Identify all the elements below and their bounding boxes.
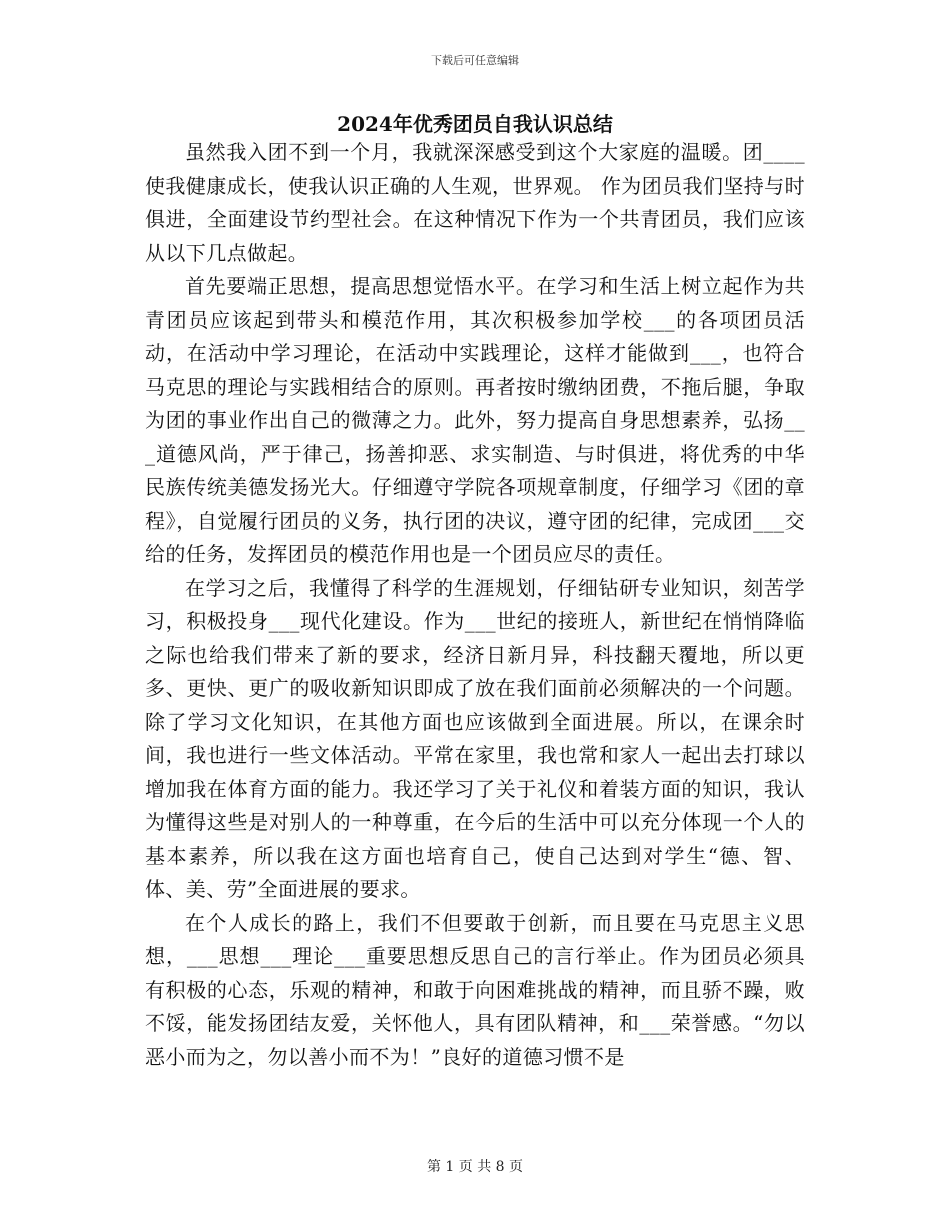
document-body [145,136,805,1074]
paragraph-3: 在学习之后，我懂得了科学的生涯规划，仔细钻研专业知识，刻苦学习，积极投身___现代化建设。作为___世纪的接班人，新世纪在悄悄降临之际也给我们带来了新的要求，经济日新月异，科技翻天覆地，所以更多、更快、更广的吸收新知识即成了放在我们面前必须解决的一个问题。除了学习文化知识，在其他方面也应该做到全面进展。所以，在课余时间，我也进行一些文体活动。平常在家里，我也常和家人一起出去打球以增加我在体育方面的能力。我还学习了关于礼仪和着装方面的知识，我认为懂得这些是对别人的一种尊重，在今后的生活中可以充分体现一个人的基本素养，所以我在这方面也培育自己，使自己达到对学生“德、智、体、美、劳”全面进展的要求。 [145,575,805,901]
document-title: 2024年优秀团员自我认识总结 [337,112,613,136]
paragraph-4: 在个人成长的路上，我们不但要敢于创新，而且要在马克思主义思想，___思想___理论___重要思想反思自己的言行举止。作为团员必须具有积极的心态，乐观的精神，和敢于向困难挑战的精神，而且骄不躁，败不馁，能发扬团结友爱，关怀他人，具有团队精神，和___荣誉感。“勿以恶小而为之，勿以善小而不为！”良好的道德习惯不是 [145,910,805,1069]
paragraph-2: 首先要端正思想，提高思想觉悟水平。在学习和生活上树立起作为共青团员应该起到带头和模范作用，其次积极参加学校___的各项团员活动，在活动中学习理论，在活动中实践理论，这样才能做到___，也符合马克思的理论与实践相结合的原则。再者按时缴纳团费，不拖后腿，争取为团的事业作出自己的微薄之力。此外，努力提高自身思想素养，弘扬___道德风尚，严于律己，扬善抑恶、求实制造、与时俱进，将优秀的中华民族传统美德发扬光大。仔细遵守学院各项规章制度，仔细学习《团的章程》，自觉履行团员的义务，执行团的决议，遵守团的纪律，完成团___交给的任务，发挥团员的模范作用也是一个团员应尽的责任。 [145,274,805,566]
page-number-footer: 第 1 页 共 8 页 [426,1159,524,1175]
page-header-note: 下载后可任意编辑 [431,54,519,67]
paragraph-1: 虽然我入团不到一个月，我就深深感受到这个大家庭的温暖。团____使我健康成长，使我认识正确的人生观，世界观。 作为团员我们坚持与时俱进，全面建设节约型社会。在这种情况下作为一个共青团员，我们应该从以下几点做起。 [145,140,805,265]
